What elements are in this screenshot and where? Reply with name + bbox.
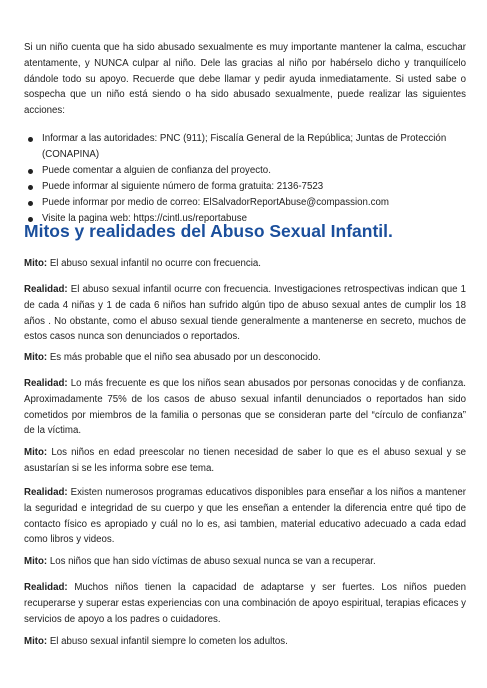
reality-text: Lo más frecuente es que los niños sean abusados por personas conocidas y de confianza. Aproximadamente 75% de los casos de abuso sexual infantil denunciados o reportados han sido cometidos por miembros de la familia o personas que se consideran parte del “círculo de confianza” de la víctima. [24, 378, 466, 437]
myth-text: Los niños que han sido víctimas de abuso sexual nunca se van a recuperar. [47, 556, 376, 567]
reality-label: Realidad: [24, 284, 68, 295]
bullet-icon [28, 137, 33, 142]
myth-label: Mito: [24, 258, 48, 269]
bullet-icon [28, 201, 33, 206]
list-item [24, 163, 474, 179]
reality-paragraph [24, 282, 466, 345]
reality-label: Realidad: [24, 487, 68, 498]
myth-text: El abuso sexual infantil siempre lo cometen los adultos. [47, 636, 288, 647]
reality-label: Realidad: [24, 378, 68, 389]
myth-paragraph [24, 350, 466, 366]
myth-label: Mito: [24, 447, 48, 458]
list-item-text: Puede comentar a alguien de confianza del proyecto. [42, 164, 271, 176]
intro-paragraph: Si un niño cuenta que ha sido abusado sexualmente es muy importante mantener la calma, escuchar atentamente, y NUNCA culpar al niño. Dele las gracias al niño por habérselo dicho y tranquilícelo dándole todo su apoyo. Recuerde que debe llamar y pedir ayuda inmediatamente. Si usted sabe o sospecha que un niño está siendo o ha sido abusado sexualmente, puede realizar las siguientes acciones: [24, 42, 466, 117]
list-item-text: Visite la pagina web: https://cintl.us/reportabuse [42, 212, 247, 224]
reality-text: Existen numerosos programas educativos disponibles para enseñar a los niños a mantener la seguridad e integridad de su cuerpo y que les enseñan a entender la diferencia entre qué tipo de contacto físico es apropiado y cuál no lo es, asi tambien, material educativo adecuado a cada edad como libros y videos. [24, 487, 466, 546]
list-item-text: Informar a las autoridades: PNC (911); Fiscalía General de la República; Juntas de Protección (CONAPINA) [42, 133, 447, 160]
list-item [24, 131, 474, 163]
reality-paragraph [24, 376, 466, 439]
myth-text: Los niños en edad preescolar no tienen necesidad de saber lo que es el abuso sexual y se asustarían si se les informa sobre ese tema. [24, 447, 466, 474]
bullet-icon [28, 185, 33, 190]
list-item [24, 179, 474, 195]
list-item-text: Puede informar al siguiente número de forma gratuita: 2136-7523 [42, 180, 324, 192]
myth-label: Mito: [24, 556, 48, 567]
reality-text: Muchos niños tienen la capacidad de adaptarse y ser fuertes. Los niños pueden recuperarse y superar estas experiencias con una combinación de apoyo espiritual, terapias eficaces y servicios de apoyo a los padres o cuidadores. [24, 582, 466, 625]
reality-label: Realidad: [24, 582, 68, 593]
reality-paragraph [24, 485, 466, 548]
myth-text: El abuso sexual infantil no ocurre con frecuencia. [47, 258, 261, 269]
list-item [24, 195, 474, 211]
actions-list [24, 131, 474, 226]
myth-label: Mito: [24, 352, 48, 363]
myth-text: Es más probable que el niño sea abusado por un desconocido. [47, 352, 321, 363]
myth-paragraph [24, 554, 466, 570]
myth-label: Mito: [24, 636, 48, 647]
reality-text: El abuso sexual infantil ocurre con frecuencia. Investigaciones retrospectivas indican que 1 de cada 4 niñas y 1 de cada 6 niños han sufrido algún tipo de abuso sexual antes de cumplir los 18 años . No obstante, como el abuso sexual tiende generalmente a mantenerse en secreto, muchos de estos casos nunca son denunciados o reportados. [24, 284, 466, 343]
section-heading: Mitos y realidades del Abuso Sexual Infantil. [24, 221, 393, 241]
myth-paragraph [24, 256, 466, 272]
reality-paragraph [24, 580, 466, 627]
myth-paragraph [24, 445, 466, 477]
myth-paragraph [24, 634, 466, 650]
bullet-icon [28, 169, 33, 174]
list-item-text: Puede informar por medio de correo: ElSalvadorReportAbuse@compassion.com [42, 196, 389, 208]
